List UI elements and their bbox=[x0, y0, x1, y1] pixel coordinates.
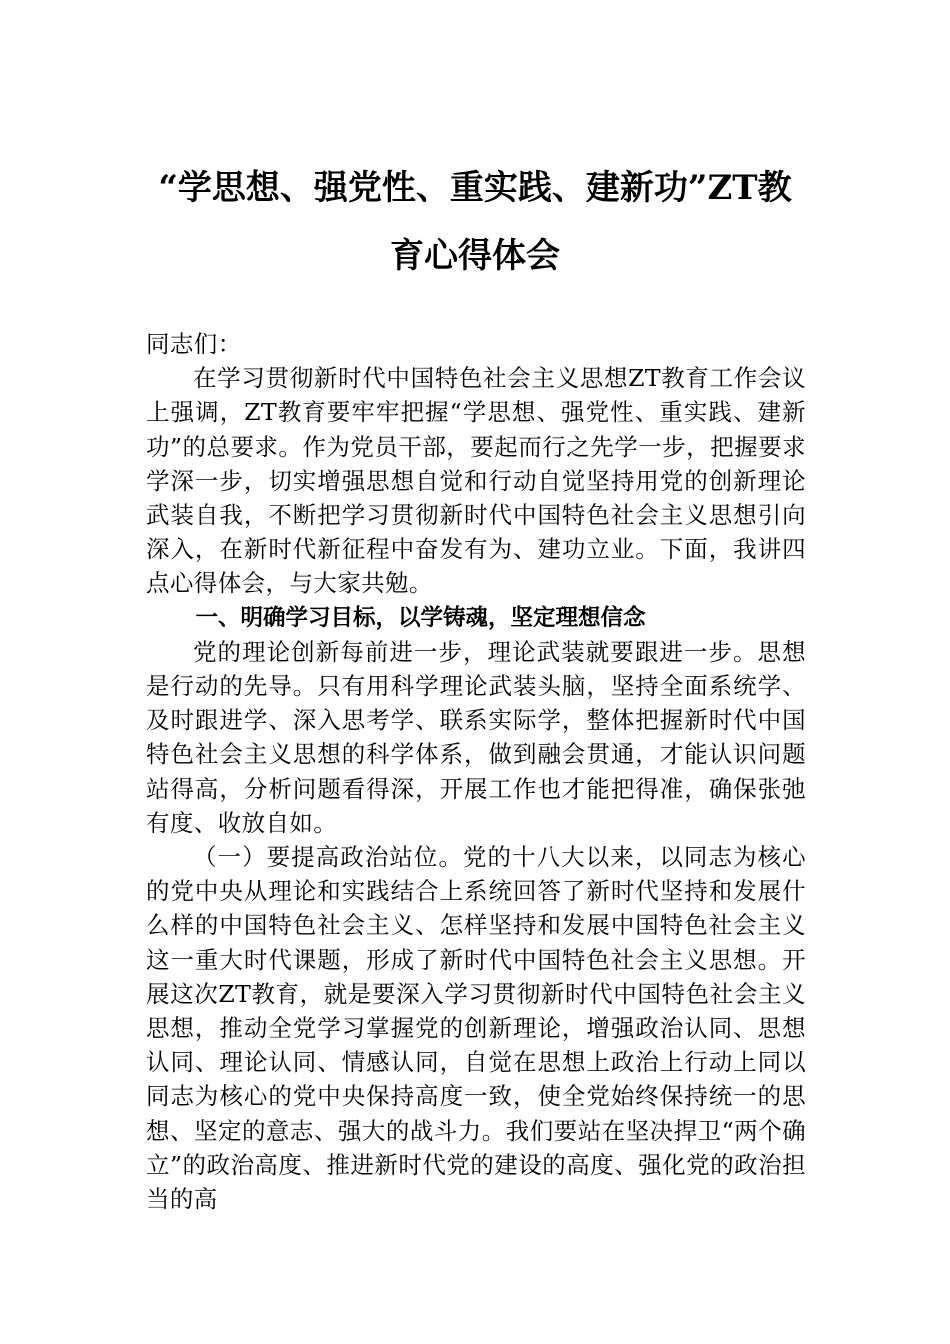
salutation: 同志们： bbox=[146, 330, 242, 358]
document-title-line-1: “学思想、强党性、重实践、建新功”ZT教 bbox=[158, 168, 792, 208]
paragraph-intro: 在学习贯彻新时代中国特色社会主义思想ZT教育工作会议上强调，ZT教育要牢牢把握“学思想、强党性、重实践、建新功”的总要求。作为党员干部，要起而行之先学一步，把握要求学深一步，切实增强思想自觉和行动自觉坚持用党的创新理论武装自我，不断把学习贯彻新时代中国特色社会主义思想引向深入，在新时代新征程中奋发有为、建功立业。下面，我讲四点心得体会，与大家共勉。 bbox=[146, 364, 806, 598]
document-body bbox=[146, 327, 806, 1216]
paragraph-section-1: 党的理论创新每前进一步，理论武装就要跟进一步。思想是行动的先导。只有用科学理论武装头脑，坚持全面系统学、及时跟进学、深入思考学、联系实际学，整体把握新时代中国特色社会主义思想的科学体系，做到融会贯通，才能认识问题站得高，分析问题看得深，开展工作也才能把得准，确保张弛有度、收放自如。 bbox=[146, 637, 806, 837]
document-title-line-2: 育心得体会 bbox=[390, 236, 560, 276]
paragraph-subsection-1: （一）要提高政治站位。党的十八大以来，以同志为核心的党中央从理论和实践结合上系统回答了新时代坚持和发展什么样的中国特色社会主义、怎样坚持和发展中国特色社会主义这一重大时代课题，形成了新时代中国特色社会主义思想。开展这次ZT教育，就是要深入学习贯彻新时代中国特色社会主义思想，推动全党学习掌握党的创新理论，增强政治认同、思想认同、理论认同、情感认同，自觉在思想上政治上行动上同以同志为核心的党中央保持高度一致，使全党始终保持统一的思想、坚定的意志、强大的战斗力。我们要站在坚决捍卫“两个确立”的政治高度、推进新时代党的建设的高度、强化党的政治担当的高 bbox=[146, 843, 806, 1214]
section-heading-1: 一、明确学习目标，以学铸魂，坚定理想信念 bbox=[195, 604, 646, 631]
